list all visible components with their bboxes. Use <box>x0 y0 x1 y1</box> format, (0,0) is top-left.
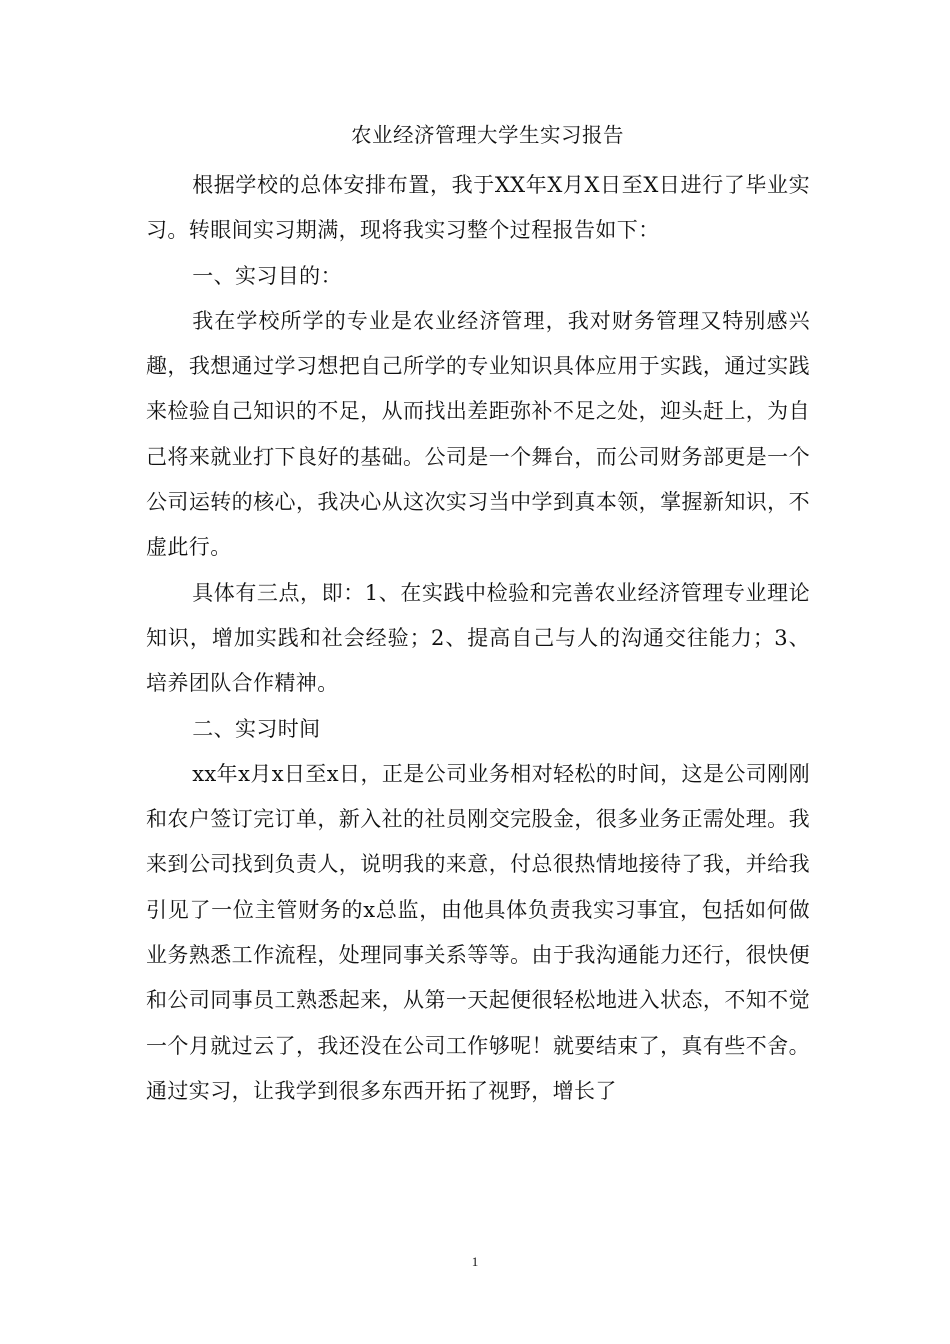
paragraph-three-points: 具体有三点，即：1、在实践中检验和完善农业经济管理专业理论知识，增加实践和社会经验；2、提高自己与人的沟通交往能力；3、培养团队合作精神。 <box>146 580 810 696</box>
page-number: 1 <box>471 1254 479 1269</box>
paragraph-time: xx年x月x日至x日，正是公司业务相对轻松的时间，这是公司刚刚和农户签订完订单，新入社的社员刚交完股金，很多业务正需处理。我来到公司找到负责人，说明我的来意，付总很热情地接待了我，并给我引见了一位主管财务的x总监，由他具体负责我实习事宜，包括如何做业务熟悉工作流程，处理同事关系等等。由于我沟通能力还行，很快便和公司同事员工熟悉起来，从第一天起便很轻松地进入状态，不知不觉一个月就过云了，我还没在公司工作够呢！就要结束了，真有些不舍。通过实习，让我学到很多东西开拓了视野，增长了 <box>146 761 810 1103</box>
paragraph-intro: 根据学校的总体安排布置，我于XX年X月X日至X日进行了毕业实习。转眼间实习期满，现将我实习整个过程报告如下： <box>146 173 810 243</box>
document-title: 农业经济管理大学生实习报告 <box>351 123 624 147</box>
paragraph-purpose: 我在学校所学的专业是农业经济管理，我对财务管理又特别感兴趣，我想通过学习想把自己所学的专业知识具体应用于实践，通过实践来检验自己知识的不足，从而找出差距弥补不足之处，迎头赶上，为自己将来就业打下良好的基础。公司是一个舞台，而公司财务部更是一个公司运转的核心，我决心从这次实习当中学到真本领，掌握新知识，不虚此行。 <box>146 308 810 560</box>
section-heading-purpose: 一、实习目的： <box>192 263 342 288</box>
section-heading-time: 二、实习时间 <box>192 716 321 741</box>
document-body <box>146 163 810 1114</box>
